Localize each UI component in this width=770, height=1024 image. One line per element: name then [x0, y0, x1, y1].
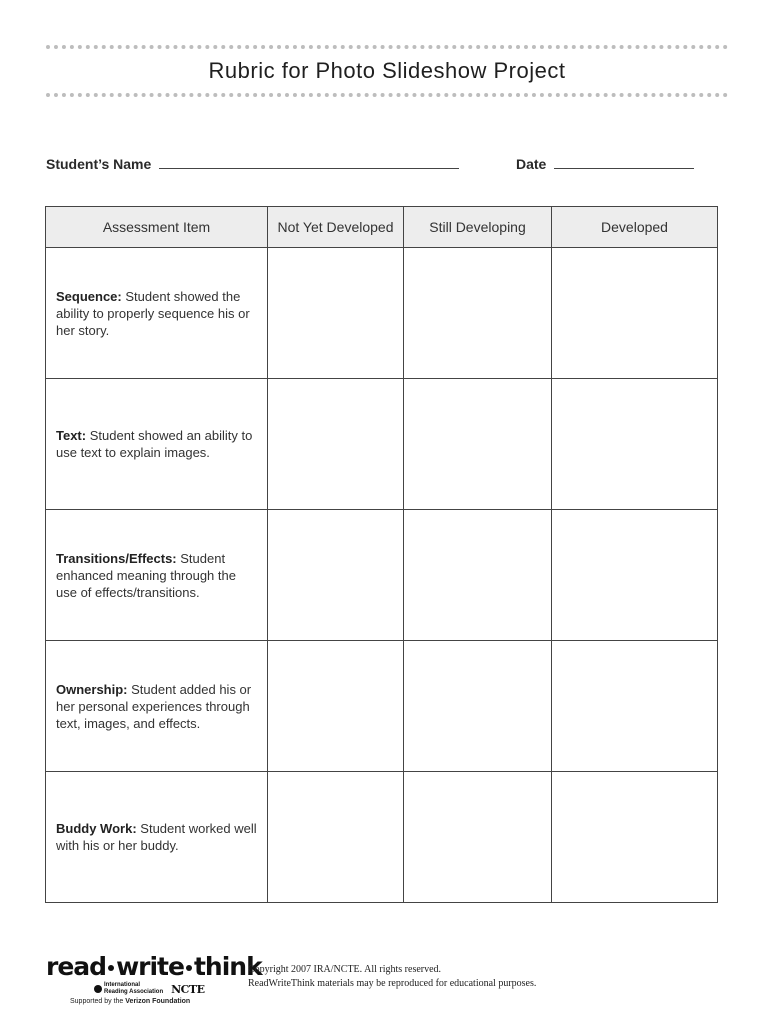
header-developed: Developed: [552, 207, 718, 248]
criterion-label: Text:: [56, 428, 87, 443]
date-label: Date: [516, 156, 547, 172]
assessment-item-cell: [46, 641, 268, 772]
table-row: [46, 510, 718, 641]
table-row: [46, 379, 718, 510]
table-header-row: [46, 207, 718, 248]
logo-word-think: think: [193, 952, 262, 981]
assessment-item-cell: [46, 248, 268, 379]
not-yet-developed-cell[interactable]: [268, 379, 404, 510]
copyright-notice: [248, 963, 536, 991]
assessment-item-cell: [46, 772, 268, 903]
logo-dot-icon: [108, 965, 114, 971]
date-line[interactable]: [554, 156, 694, 169]
assessment-item-cell: [46, 379, 268, 510]
header-still-developing: Still Developing: [404, 207, 552, 248]
still-developing-cell[interactable]: [404, 641, 552, 772]
table-row: [46, 641, 718, 772]
logo-word-read: read: [46, 952, 107, 981]
criterion-label: Sequence:: [56, 288, 122, 304]
still-developing-cell[interactable]: [404, 248, 552, 379]
still-developing-cell[interactable]: [404, 379, 552, 510]
not-yet-developed-cell[interactable]: [268, 641, 404, 772]
criterion-label: Ownership:: [56, 681, 128, 697]
ncte-logo: NCTE: [171, 982, 205, 996]
still-developing-cell[interactable]: [404, 510, 552, 641]
bottom-dotted-rule: [46, 93, 728, 97]
criterion-label: Transitions/Effects:: [56, 550, 177, 566]
not-yet-developed-cell[interactable]: [268, 772, 404, 903]
criterion-description: Student added his or her personal experiences through text, images, and effects.: [56, 681, 252, 731]
student-name-field: [46, 156, 459, 172]
rubric-table: [45, 206, 718, 903]
criterion-description: Student worked well with his or her buddy.: [56, 821, 257, 853]
assessment-item-cell: [46, 510, 268, 641]
readwritethink-logo: [46, 952, 262, 1005]
table-row: [46, 248, 718, 379]
not-yet-developed-cell[interactable]: [268, 510, 404, 641]
developed-cell[interactable]: [552, 379, 718, 510]
criterion-label: Buddy Work:: [56, 821, 137, 836]
header-assessment-item: Assessment Item: [46, 207, 268, 248]
supported-by-text: Supported by the Verizon Foundation: [70, 998, 191, 1005]
student-name-label: Student’s Name: [46, 156, 152, 172]
logo-dot-icon: [186, 965, 192, 971]
copyright-line: Copyright 2007 IRA/NCTE. All rights reserved.: [248, 964, 442, 975]
criterion-description: Student showed an ability to use text to explain images.: [56, 428, 253, 460]
developed-cell[interactable]: [552, 772, 718, 903]
top-dotted-rule: [46, 45, 728, 49]
developed-cell[interactable]: [552, 248, 718, 379]
still-developing-cell[interactable]: [404, 772, 552, 903]
date-field: [516, 156, 694, 172]
developed-cell[interactable]: [552, 641, 718, 772]
header-not-yet-developed: Not Yet Developed: [268, 207, 404, 248]
student-name-line[interactable]: [159, 156, 459, 169]
logo-wordmark: [46, 952, 262, 981]
logo-partners: [94, 982, 216, 996]
ira-logo-text: International Reading Association: [104, 982, 164, 995]
ira-logo-icon: [94, 985, 102, 993]
developed-cell[interactable]: [552, 510, 718, 641]
page-title: Rubric for Photo Slideshow Project: [208, 58, 566, 83]
table-row: [46, 772, 718, 903]
logo-word-write: write: [116, 952, 184, 981]
criterion-description: Student showed the ability to properly sequence his or her story.: [56, 288, 250, 338]
not-yet-developed-cell[interactable]: [268, 248, 404, 379]
reproduction-notice: ReadWriteThink materials may be reproduced for educational purposes.: [248, 978, 537, 989]
criterion-description: Student enhanced meaning through the use of effects/transitions.: [56, 550, 236, 600]
